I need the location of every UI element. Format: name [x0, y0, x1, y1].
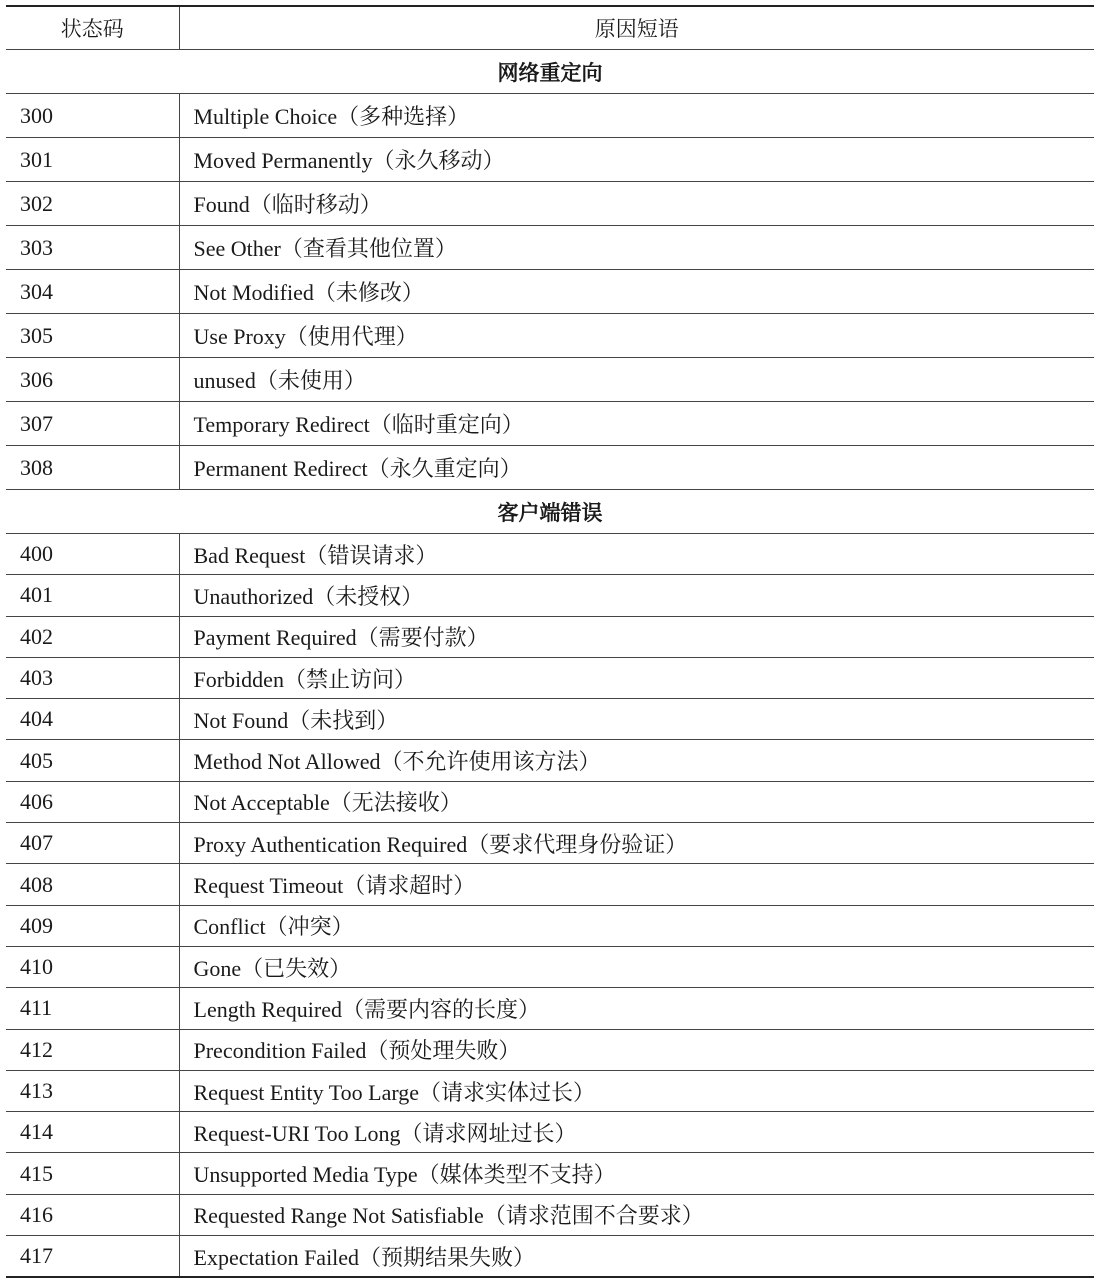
- header-code: 状态码: [6, 6, 179, 50]
- table-row: [6, 575, 1094, 616]
- table-row: [6, 699, 1094, 740]
- table-row: [6, 138, 1094, 182]
- reason-phrase-cell: Bad Request（错误请求）: [179, 534, 1094, 575]
- reason-phrase-cell: Precondition Failed（预处理失败）: [179, 1029, 1094, 1070]
- status-code-cell: 406: [6, 781, 179, 822]
- header-phrase: 原因短语: [179, 6, 1094, 50]
- table-row: [6, 314, 1094, 358]
- reason-phrase-cell: Permanent Redirect（永久重定向）: [179, 446, 1094, 490]
- status-code-cell: 407: [6, 823, 179, 864]
- reason-phrase-cell: unused（未使用）: [179, 358, 1094, 402]
- reason-phrase-cell: Conflict（冲突）: [179, 905, 1094, 946]
- table-row: [6, 946, 1094, 987]
- section-title: 客户端错误: [6, 490, 1094, 534]
- reason-phrase-cell: Not Modified（未修改）: [179, 270, 1094, 314]
- table-row: [6, 94, 1094, 138]
- reason-phrase-cell: Request Timeout（请求超时）: [179, 864, 1094, 905]
- status-code-cell: 410: [6, 946, 179, 987]
- table-row: [6, 657, 1094, 698]
- reason-phrase-cell: Expectation Failed（预期结果失败）: [193, 1244, 536, 1270]
- reason-phrase-cell: Gone（已失效）: [179, 946, 1094, 987]
- status-code-cell: 413: [6, 1070, 179, 1111]
- table-row: [6, 1236, 1094, 1278]
- reason-phrase-cell: See Other（查看其他位置）: [179, 226, 1094, 270]
- table-row: [6, 616, 1094, 657]
- status-code-cell: 405: [6, 740, 179, 781]
- status-code-table: [6, 5, 1094, 1278]
- status-code-cell: 408: [6, 864, 179, 905]
- table-row: [6, 905, 1094, 946]
- table-row: [6, 1112, 1094, 1153]
- status-code-cell: 303: [6, 226, 179, 270]
- status-code-cell: 305: [6, 314, 179, 358]
- section-row: [6, 50, 1094, 94]
- status-code-cell: 417: [6, 1236, 179, 1278]
- reason-phrase-cell: Use Proxy（使用代理）: [179, 314, 1094, 358]
- status-code-cell: 400: [6, 534, 179, 575]
- reason-phrase-cell: Payment Required（需要付款）: [179, 616, 1094, 657]
- reason-phrase-cell: Method Not Allowed（不允许使用该方法）: [179, 740, 1094, 781]
- reason-phrase-cell: Found（临时移动）: [179, 182, 1094, 226]
- reason-phrase-cell: Unsupported Media Type（媒体类型不支持）: [179, 1153, 1094, 1194]
- table-row: [6, 1070, 1094, 1111]
- status-code-cell: 403: [6, 657, 179, 698]
- reason-phrase-cell: Moved Permanently（永久移动）: [179, 138, 1094, 182]
- status-code-cell: 402: [6, 616, 179, 657]
- table-row: [6, 823, 1094, 864]
- status-code-cell: 304: [6, 270, 179, 314]
- table-row: [6, 358, 1094, 402]
- table-row: [6, 182, 1094, 226]
- table-row: [6, 402, 1094, 446]
- reason-phrase-cell: Multiple Choice（多种选择）: [179, 94, 1094, 138]
- table-row: [6, 534, 1094, 575]
- reason-phrase-cell: Forbidden（禁止访问）: [179, 657, 1094, 698]
- status-code-cell: 416: [6, 1194, 179, 1235]
- table-body: [6, 50, 1094, 1278]
- table-row: [6, 988, 1094, 1029]
- status-code-cell: 306: [6, 358, 179, 402]
- table-row: [6, 446, 1094, 490]
- section-title: 网络重定向: [6, 50, 1094, 94]
- status-code-cell: 411: [6, 988, 179, 1029]
- table-row: [6, 226, 1094, 270]
- reason-phrase-cell: Request-URI Too Long（请求网址过长）: [179, 1112, 1094, 1153]
- table-row: [6, 270, 1094, 314]
- status-code-cell: 404: [6, 699, 179, 740]
- table-row: [6, 1029, 1094, 1070]
- status-code-cell: 401: [6, 575, 179, 616]
- reason-phrase-cell: Proxy Authentication Required（要求代理身份验证）: [179, 823, 1094, 864]
- status-code-cell: 300: [6, 94, 179, 138]
- status-code-cell: 302: [6, 182, 179, 226]
- reason-phrase-cell: Not Acceptable（无法接收）: [179, 781, 1094, 822]
- reason-phrase-cell: Length Required（需要内容的长度）: [179, 988, 1094, 1029]
- header-row: [6, 6, 1094, 50]
- status-code-cell: 409: [6, 905, 179, 946]
- section-row: [6, 490, 1094, 534]
- status-code-cell: 308: [6, 446, 179, 490]
- reason-phrase-cell: Not Found（未找到）: [179, 699, 1094, 740]
- reason-phrase-cell: Requested Range Not Satisfiable（请求范围不合要求）: [179, 1194, 1094, 1235]
- table-row: [6, 864, 1094, 905]
- reason-phrase-cell: Temporary Redirect（临时重定向）: [179, 402, 1094, 446]
- table-row: [6, 781, 1094, 822]
- status-code-cell: 415: [6, 1153, 179, 1194]
- table-header: [6, 6, 1094, 50]
- status-code-cell: 307: [6, 402, 179, 446]
- table-row: [6, 1153, 1094, 1194]
- table-row: [6, 1194, 1094, 1235]
- table-row: [6, 740, 1094, 781]
- reason-phrase-cell: Unauthorized（未授权）: [179, 575, 1094, 616]
- status-code-cell: 412: [6, 1029, 179, 1070]
- reason-phrase-cell: Request Entity Too Large（请求实体过长）: [179, 1070, 1094, 1111]
- status-code-cell: 301: [6, 138, 179, 182]
- status-code-cell: 414: [6, 1112, 179, 1153]
